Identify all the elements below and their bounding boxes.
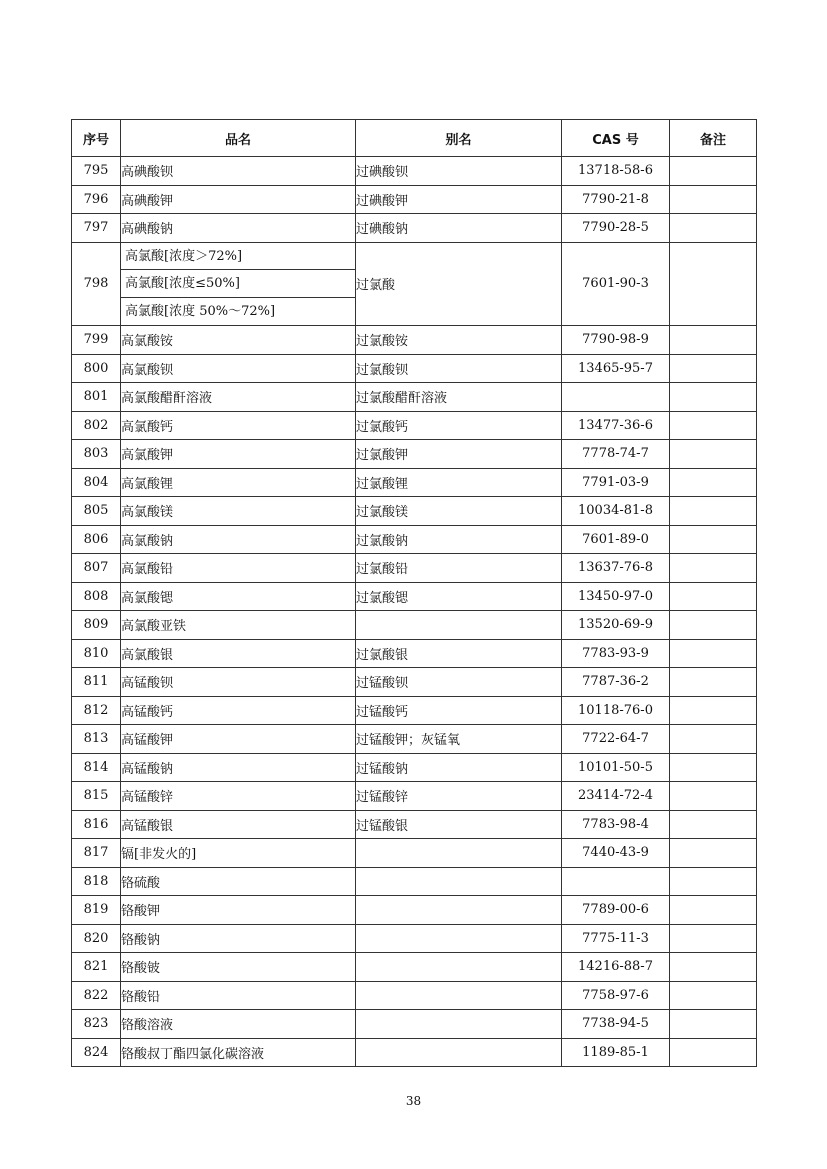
chemical-name: 高碘酸钡 bbox=[121, 157, 356, 186]
table-row bbox=[72, 1038, 757, 1067]
chemical-name: 高氯酸银 bbox=[121, 639, 356, 668]
chemical-name: 高锰酸钠 bbox=[121, 753, 356, 782]
note-cell bbox=[670, 810, 757, 839]
alias-name: 过氯酸镁 bbox=[356, 497, 562, 526]
header-note: 备注 bbox=[670, 120, 757, 157]
alias-name: 过氯酸钾 bbox=[356, 440, 562, 469]
chemical-name: 高氯酸[浓度 50%～72%] bbox=[125, 303, 276, 319]
header-no: 序号 bbox=[72, 120, 121, 157]
row-number: 816 bbox=[72, 810, 121, 839]
alias-name: 过氯酸钡 bbox=[356, 354, 562, 383]
note-cell bbox=[670, 440, 757, 469]
cas-number: 7775-11-3 bbox=[562, 924, 670, 953]
row-number: 819 bbox=[72, 896, 121, 925]
note-cell bbox=[670, 185, 757, 214]
note-cell bbox=[670, 554, 757, 583]
alias-name: 过锰酸银 bbox=[356, 810, 562, 839]
table-row bbox=[72, 326, 757, 355]
note-cell bbox=[670, 696, 757, 725]
row-number: 795 bbox=[72, 157, 121, 186]
alias-name: 过碘酸钡 bbox=[356, 157, 562, 186]
row-number: 822 bbox=[72, 981, 121, 1010]
table-header-row bbox=[72, 120, 757, 157]
cas-number: 13520-69-9 bbox=[562, 611, 670, 640]
alias-name: 过氯酸醋酐溶液 bbox=[356, 383, 562, 412]
row-number: 807 bbox=[72, 554, 121, 583]
header-alias: 别名 bbox=[356, 120, 562, 157]
row-number: 802 bbox=[72, 411, 121, 440]
cas-number: 7783-93-9 bbox=[562, 639, 670, 668]
alias-name: 过氯酸钠 bbox=[356, 525, 562, 554]
cas-number: 7790-21-8 bbox=[562, 185, 670, 214]
cas-number: 13477-36-6 bbox=[562, 411, 670, 440]
note-cell bbox=[670, 242, 757, 326]
cas-number: 23414-72-4 bbox=[562, 782, 670, 811]
chemical-name: 高氯酸亚铁 bbox=[121, 611, 356, 640]
row-number: 800 bbox=[72, 354, 121, 383]
cas-number: 7790-28-5 bbox=[562, 214, 670, 243]
chemical-name: 高锰酸银 bbox=[121, 810, 356, 839]
note-cell bbox=[670, 1010, 757, 1039]
alias-name bbox=[356, 981, 562, 1010]
table-row bbox=[72, 1010, 757, 1039]
table-body bbox=[72, 157, 757, 1067]
alias-name bbox=[356, 953, 562, 982]
row-number: 808 bbox=[72, 582, 121, 611]
note-cell bbox=[670, 639, 757, 668]
cas-number: 1189-85-1 bbox=[562, 1038, 670, 1067]
alias-name bbox=[356, 839, 562, 868]
alias-name: 过氯酸铅 bbox=[356, 554, 562, 583]
table-row bbox=[72, 157, 757, 186]
note-cell bbox=[670, 867, 757, 896]
row-number: 803 bbox=[72, 440, 121, 469]
cas-number: 10034-81-8 bbox=[562, 497, 670, 526]
chemical-name: 铬酸叔丁酯四氯化碳溶液 bbox=[121, 1038, 356, 1067]
cas-number: 10118-76-0 bbox=[562, 696, 670, 725]
note-cell bbox=[670, 497, 757, 526]
table-row bbox=[72, 981, 757, 1010]
note-cell bbox=[670, 924, 757, 953]
table-row bbox=[72, 525, 757, 554]
chemical-name: 高氯酸铵 bbox=[121, 326, 356, 355]
table-row bbox=[72, 953, 757, 982]
chemical-name: 高氯酸[浓度≤50%] bbox=[121, 270, 355, 298]
note-cell bbox=[670, 896, 757, 925]
table-row bbox=[72, 668, 757, 697]
note-cell bbox=[670, 214, 757, 243]
alias-name bbox=[356, 1038, 562, 1067]
chemical-name: 铬酸铅 bbox=[121, 981, 356, 1010]
row-number: 813 bbox=[72, 725, 121, 754]
table-row bbox=[72, 497, 757, 526]
note-cell bbox=[670, 981, 757, 1010]
table-row bbox=[72, 696, 757, 725]
row-number: 818 bbox=[72, 867, 121, 896]
alias-name: 过氯酸锶 bbox=[356, 582, 562, 611]
chemical-name: 高碘酸钾 bbox=[121, 185, 356, 214]
note-cell bbox=[670, 782, 757, 811]
cas-number: 7791-03-9 bbox=[562, 468, 670, 497]
chemical-name: 铬硫酸 bbox=[121, 867, 356, 896]
row-number: 820 bbox=[72, 924, 121, 953]
alias-name bbox=[356, 896, 562, 925]
cas-number bbox=[562, 383, 670, 412]
row-number: 823 bbox=[72, 1010, 121, 1039]
cas-number: 7440-43-9 bbox=[562, 839, 670, 868]
table-row bbox=[72, 782, 757, 811]
cas-number: 7601-90-3 bbox=[562, 242, 670, 326]
chemical-name: 高氯酸镁 bbox=[121, 497, 356, 526]
alias-name: 过氯酸 bbox=[356, 242, 562, 326]
chemical-name: 高氯酸钠 bbox=[121, 525, 356, 554]
table-row bbox=[72, 468, 757, 497]
row-number: 804 bbox=[72, 468, 121, 497]
note-cell bbox=[670, 468, 757, 497]
cas-number: 7783-98-4 bbox=[562, 810, 670, 839]
chemical-name: 镉[非发火的] bbox=[121, 839, 356, 868]
table-row bbox=[72, 839, 757, 868]
table-row bbox=[72, 753, 757, 782]
row-number: 805 bbox=[72, 497, 121, 526]
note-cell bbox=[670, 582, 757, 611]
note-cell bbox=[670, 326, 757, 355]
alias-name: 过氯酸铵 bbox=[356, 326, 562, 355]
cas-number: 14216-88-7 bbox=[562, 953, 670, 982]
cas-number bbox=[562, 867, 670, 896]
alias-name: 过氯酸钙 bbox=[356, 411, 562, 440]
table-row bbox=[72, 582, 757, 611]
table-row bbox=[72, 383, 757, 412]
note-cell bbox=[670, 839, 757, 868]
table-row bbox=[72, 411, 757, 440]
alias-name bbox=[356, 867, 562, 896]
cas-number: 13718-58-6 bbox=[562, 157, 670, 186]
chemical-name: 高碘酸钠 bbox=[121, 214, 356, 243]
cas-number: 10101-50-5 bbox=[562, 753, 670, 782]
table-row bbox=[72, 554, 757, 583]
row-number: 801 bbox=[72, 383, 121, 412]
note-cell bbox=[670, 383, 757, 412]
chemical-name: 高氯酸锶 bbox=[121, 582, 356, 611]
chemical-name: 铬酸铍 bbox=[121, 953, 356, 982]
row-number: 810 bbox=[72, 639, 121, 668]
note-cell bbox=[670, 953, 757, 982]
table-row bbox=[72, 611, 757, 640]
table-row bbox=[72, 354, 757, 383]
alias-name: 过氯酸银 bbox=[356, 639, 562, 668]
cas-number: 7789-00-6 bbox=[562, 896, 670, 925]
chemical-table bbox=[71, 119, 757, 1067]
row-number: 821 bbox=[72, 953, 121, 982]
chemical-name: 铬酸钾 bbox=[121, 896, 356, 925]
cas-number: 13637-76-8 bbox=[562, 554, 670, 583]
table-row bbox=[72, 810, 757, 839]
chemical-name: 高氯酸钡 bbox=[121, 354, 356, 383]
table-row bbox=[72, 896, 757, 925]
chemical-name: 铬酸钠 bbox=[121, 924, 356, 953]
cas-number: 7758-97-6 bbox=[562, 981, 670, 1010]
cas-number: 7601-89-0 bbox=[562, 525, 670, 554]
chemical-name-group bbox=[121, 242, 356, 326]
row-number: 814 bbox=[72, 753, 121, 782]
alias-name: 过氯酸锂 bbox=[356, 468, 562, 497]
chemical-name: 高氯酸醋酐溶液 bbox=[121, 383, 356, 412]
alias-name: 过碘酸钠 bbox=[356, 214, 562, 243]
alias-name: 过锰酸钡 bbox=[356, 668, 562, 697]
table-row bbox=[72, 924, 757, 953]
chemical-name: 高氯酸钙 bbox=[121, 411, 356, 440]
chemical-name: 高锰酸钙 bbox=[121, 696, 356, 725]
note-cell bbox=[670, 525, 757, 554]
alias-name bbox=[356, 924, 562, 953]
note-cell bbox=[670, 157, 757, 186]
alias-name: 过锰酸钠 bbox=[356, 753, 562, 782]
note-cell bbox=[670, 354, 757, 383]
cas-number: 13450-97-0 bbox=[562, 582, 670, 611]
row-number: 815 bbox=[72, 782, 121, 811]
note-cell bbox=[670, 411, 757, 440]
chemical-name: 高锰酸锌 bbox=[121, 782, 356, 811]
table-row bbox=[72, 725, 757, 754]
cas-number: 7722-64-7 bbox=[562, 725, 670, 754]
chemical-name: 高氯酸[浓度＞72%] bbox=[121, 243, 355, 271]
chemical-name: 高锰酸钾 bbox=[121, 725, 356, 754]
note-cell bbox=[670, 668, 757, 697]
alias-name: 过锰酸锌 bbox=[356, 782, 562, 811]
header-name: 品名 bbox=[121, 120, 356, 157]
table-row bbox=[72, 185, 757, 214]
row-number: 798 bbox=[72, 242, 121, 326]
chemical-name: 铬酸溶液 bbox=[121, 1010, 356, 1039]
chemical-name: 高氯酸铅 bbox=[121, 554, 356, 583]
table-row bbox=[72, 440, 757, 469]
note-cell bbox=[670, 1038, 757, 1067]
cas-number: 7787-36-2 bbox=[562, 668, 670, 697]
alias-name bbox=[356, 611, 562, 640]
note-cell bbox=[670, 753, 757, 782]
alias-name: 过锰酸钾；灰锰氧 bbox=[356, 725, 562, 754]
chemical-name: 高锰酸钡 bbox=[121, 668, 356, 697]
table-row bbox=[72, 639, 757, 668]
row-number: 817 bbox=[72, 839, 121, 868]
header-cas: CAS 号 bbox=[562, 120, 670, 157]
row-number: 824 bbox=[72, 1038, 121, 1067]
table-row bbox=[72, 867, 757, 896]
row-number: 797 bbox=[72, 214, 121, 243]
row-number: 796 bbox=[72, 185, 121, 214]
cas-number: 7778-74-7 bbox=[562, 440, 670, 469]
row-number: 799 bbox=[72, 326, 121, 355]
table-row bbox=[72, 242, 757, 326]
alias-name: 过碘酸钾 bbox=[356, 185, 562, 214]
chemical-name: 高氯酸钾 bbox=[121, 440, 356, 469]
note-cell bbox=[670, 725, 757, 754]
cas-number: 7790-98-9 bbox=[562, 326, 670, 355]
row-number: 811 bbox=[72, 668, 121, 697]
row-number: 806 bbox=[72, 525, 121, 554]
note-cell bbox=[670, 611, 757, 640]
cas-number: 13465-95-7 bbox=[562, 354, 670, 383]
row-number: 809 bbox=[72, 611, 121, 640]
chemical-name: 高氯酸锂 bbox=[121, 468, 356, 497]
row-number: 812 bbox=[72, 696, 121, 725]
table-row bbox=[72, 214, 757, 243]
page-number: 38 bbox=[405, 1094, 422, 1108]
alias-name bbox=[356, 1010, 562, 1039]
cas-number: 7738-94-5 bbox=[562, 1010, 670, 1039]
alias-name: 过锰酸钙 bbox=[356, 696, 562, 725]
